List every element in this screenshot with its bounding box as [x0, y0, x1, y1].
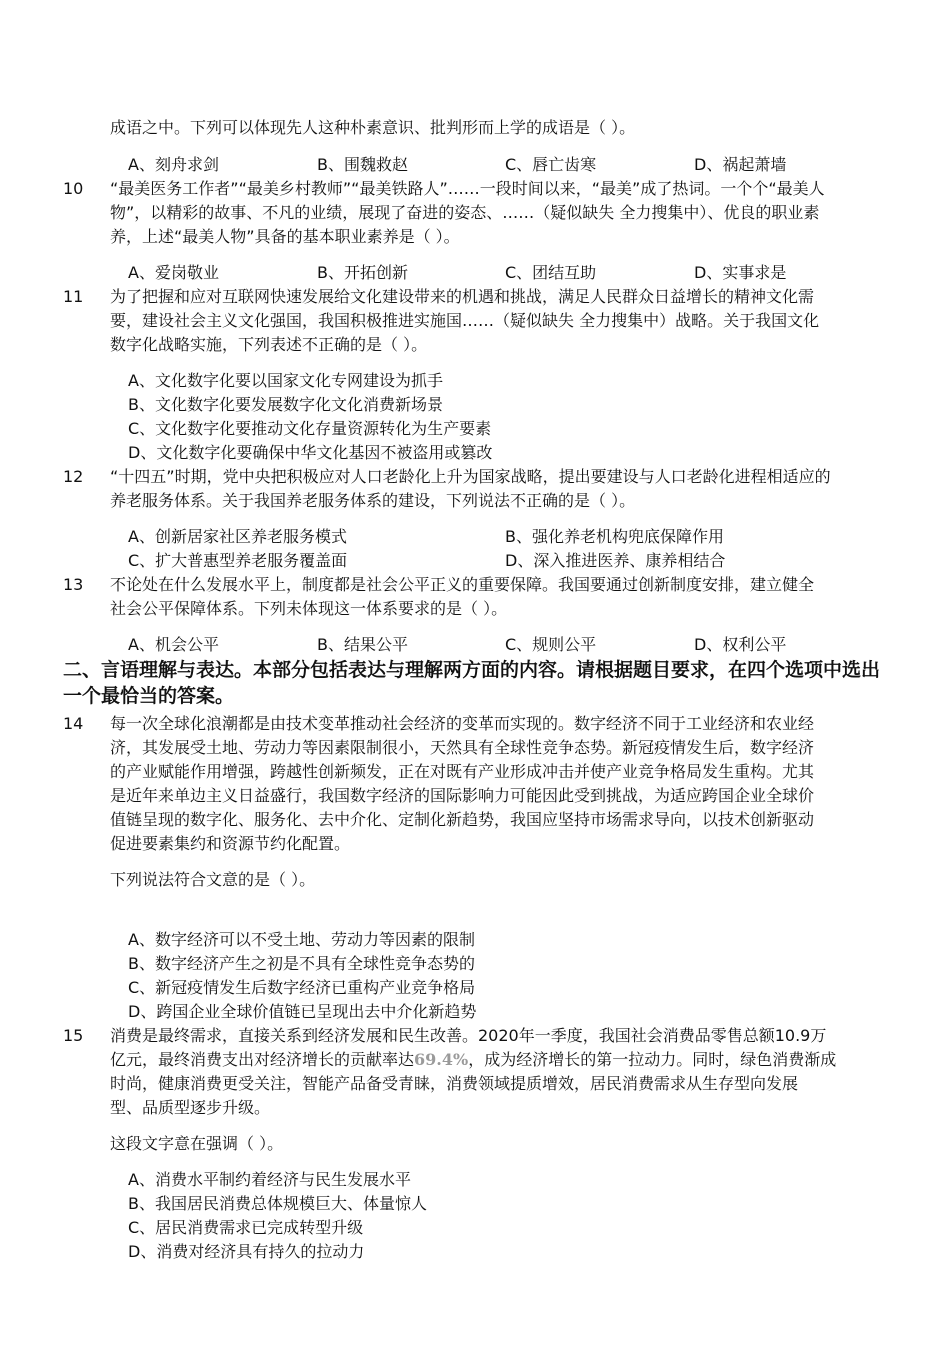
passage-text: ，成为经济增长的第一拉动力。同时，绿色消费渐成 — [468, 1050, 837, 1069]
option-b: B、文化数字化要发展数字化文化消费新场景 — [128, 395, 443, 414]
question-text: 养老服务体系。关于我国养老服务体系的建设，下列说法不正确的是（ ）。 — [110, 491, 636, 510]
question-number: 14 — [63, 714, 84, 733]
passage-line: 是近年来单边主义日益盛行，我国数字经济的国际影响力可能因此受到挑战，为适应跨国企业全球价 — [110, 786, 815, 805]
option-a: A、消费水平制约着经济与民生发展水平 — [128, 1170, 411, 1189]
option-c: C、新冠疫情发生后数字经济已重构产业竞争格局 — [128, 978, 476, 997]
question-number: 10 — [63, 179, 84, 198]
question-text: 数字化战略实施，下列表述不正确的是（ ）。 — [110, 335, 428, 354]
passage-text: 亿元，最终消费支出对经济增长的贡献率达 — [110, 1050, 415, 1069]
question-text: “十四五”时期，党中央把积极应对人口老龄化上升为国家战略，提出要建设与人口老龄化进程相适应的 — [110, 467, 831, 486]
question-text: 不论处在什么发展水平上，制度都是社会公平正义的重要保障。我国要通过创新制度安排，建立健全 — [110, 575, 815, 594]
question-number: 15 — [63, 1026, 84, 1045]
option-a: A、爱岗敬业 — [128, 263, 219, 282]
option-b: B、数字经济产生之初是不具有全球性竞争态势的 — [128, 954, 475, 973]
option-a: A、刻舟求剑 — [128, 155, 219, 174]
option-c: C、文化数字化要推动文化存量资源转化为生产要素 — [128, 419, 492, 438]
section-heading: 二、言语理解与表达。本部分包括表达与理解两方面的内容。请根据题目要求，在四个选项中选出 — [63, 659, 881, 681]
question-text: “最美医务工作者”“最美乡村教师”“最美铁路人”……一段时间以来，“最美”成了热词。一个个“最美人 — [110, 179, 825, 198]
question-text: 要，建设社会主义文化强国，我国积极推进实施国……（疑似缺失 全力搜集中）战略。关于我国文化 — [110, 311, 820, 330]
option-c: C、扩大普惠型养老服务覆盖面 — [128, 551, 348, 570]
option-d: D、深入推进医养、康养相结合 — [505, 551, 726, 570]
passage-line: 每一次全球化浪潮都是由技术变革推动社会经济的变革而实现的。数字经济不同于工业经济和农业经 — [110, 714, 815, 733]
option-d: D、祸起萧墙 — [694, 155, 787, 174]
passage-line: 的产业赋能作用增强，跨越性创新频发，正在对既有产业形成冲击并使产业竞争格局发生重构。尤其 — [110, 762, 815, 781]
question-text: 为了把握和应对互联网快速发展给文化建设带来的机遇和挑战，满足人民群众日益增长的精神文化需 — [110, 287, 815, 306]
passage-line: 型、品质型逐步升级。 — [110, 1098, 271, 1117]
option-a: A、数字经济可以不受土地、劳动力等因素的限制 — [128, 930, 475, 949]
option-d: D、实事求是 — [694, 263, 787, 282]
passage-line: 促进要素集约和资源节约化配置。 — [110, 834, 351, 853]
option-a: A、文化数字化要以国家文化专网建设为抓手 — [128, 371, 443, 390]
passage-line: 时尚，健康消费更受关注，智能产品备受青睐，消费领域提质增效，居民消费需求从生存型向发展 — [110, 1074, 799, 1093]
question-number: 13 — [63, 575, 84, 594]
option-d: D、消费对经济具有持久的拉动力 — [128, 1242, 365, 1261]
option-d: D、跨国企业全球价值链已呈现出去中介化新趋势 — [128, 1002, 477, 1021]
option-a: A、机会公平 — [128, 635, 219, 654]
question-text: 养，上述“最美人物”具备的基本职业素养是（ ）。 — [110, 227, 460, 246]
option-c: C、规则公平 — [505, 635, 597, 654]
question-text: 物”，以精彩的故事、不凡的业绩，展现了奋进的姿态、……（疑似缺失 全力搜集中）、优良的职业素 — [110, 203, 820, 222]
question-text: 成语之中。下列可以体现先人这种朴素意识、批判形而上学的成语是（ ）。 — [110, 118, 636, 137]
question-number: 11 — [63, 287, 84, 306]
section-heading: 一个最恰当的答案。 — [63, 685, 235, 707]
option-d: D、文化数字化要确保中华文化基因不被盗用或篡改 — [128, 443, 493, 462]
option-b: B、结果公平 — [317, 635, 408, 654]
passage-line: 济，其发展受土地、劳动力等因素限制很小，天然具有全球性竞争态势。新冠疫情发生后，数字经济 — [110, 738, 815, 757]
option-b: B、我国居民消费总体规模巨大、体量惊人 — [128, 1194, 427, 1213]
question-text: 社会公平保障体系。下列未体现这一体系要求的是（ ）。 — [110, 599, 508, 618]
option-d: D、权利公平 — [694, 635, 787, 654]
passage-line — [110, 1050, 836, 1070]
percentage-value: 69.4% — [414, 1050, 469, 1069]
option-b: B、开拓创新 — [317, 263, 408, 282]
passage-line: 值链呈现的数字化、服务化、去中介化、定制化新趋势，我国应坚持市场需求导向，以技术创新驱动 — [110, 810, 815, 829]
question-prompt: 下列说法符合文意的是（ ）。 — [110, 870, 316, 889]
option-c: C、团结互助 — [505, 263, 597, 282]
option-a: A、创新居家社区养老服务模式 — [128, 527, 347, 546]
question-number: 12 — [63, 467, 84, 486]
option-c: C、唇亡齿寒 — [505, 155, 597, 174]
option-b: B、围魏救赵 — [317, 155, 408, 174]
passage-line: 消费是最终需求，直接关系到经济发展和民生改善。2020年一季度，我国社会消费品零售总额10.9万 — [110, 1026, 827, 1045]
option-c: C、居民消费需求已完成转型升级 — [128, 1218, 364, 1237]
question-prompt: 这段文字意在强调（ ）。 — [110, 1134, 284, 1153]
option-b: B、强化养老机构兜底保障作用 — [505, 527, 724, 546]
